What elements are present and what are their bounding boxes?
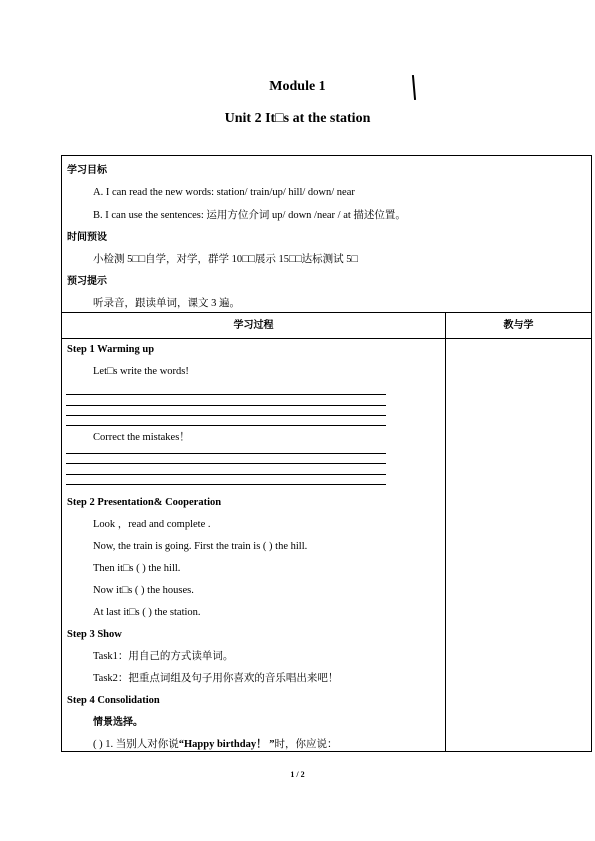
step2-line: At last it□s ( ) the station. (93, 607, 201, 618)
question-1-quote: “Happy birthday！ ” (178, 739, 275, 750)
process-column-header: 学习过程 (233, 320, 274, 331)
preview-text: 听录音，跟读单词，课文 3 遍。 (93, 298, 240, 309)
lesson-table (61, 155, 592, 752)
module-title: Module 1 (269, 79, 326, 94)
question-1-suffix: 时，你应说： (274, 739, 338, 750)
objective-a: A. I can read the new words: station/ train/up/ hill/ down/ near (93, 187, 355, 198)
step3-task1: Task1：用自己的方式读单词。 (93, 651, 234, 662)
objectives-heading: 学习目标 (67, 165, 107, 176)
time-heading: 时间预设 (67, 232, 107, 243)
question-1-prefix: ( ) 1. 当别人对你说 (93, 739, 179, 750)
question-1 (93, 738, 337, 752)
row-divider (62, 338, 591, 339)
step2-line: Then it□s ( ) the hill. (93, 563, 181, 574)
step4-subheading: 情景选择。 (93, 717, 143, 728)
step3-heading: Step 3 Show (67, 629, 122, 640)
writing-line (66, 425, 386, 426)
step2-line: Now it□s ( ) the houses. (93, 585, 194, 596)
writing-line (66, 405, 386, 406)
step2-line: Now, the train is going. First the train is ( ) the hill. (93, 541, 308, 552)
page-number: 1 / 2 (290, 770, 305, 779)
step4-heading: Step 4 Consolidation (67, 695, 160, 706)
step2-line: Look ，read and complete . (93, 519, 211, 530)
writing-line (66, 463, 386, 464)
writing-line (66, 484, 386, 485)
writing-line (66, 415, 386, 416)
objective-b: B. I can use the sentences: 运用方位介词 up/ down /near / at 描述位置。 (93, 210, 406, 221)
teach-column-header: 教与学 (503, 320, 534, 331)
writing-line (66, 474, 386, 475)
row-divider (62, 312, 591, 313)
step1-instruction: Let□s write the words! (93, 366, 189, 377)
unit-title: Unit 2 It□s at the station (224, 111, 371, 126)
step1-correct-instruction: Correct the mistakes！ (93, 432, 190, 443)
step1-heading: Step 1 Warming up (67, 344, 155, 355)
column-divider (445, 312, 446, 752)
preview-heading: 预习提示 (67, 276, 107, 287)
step3-task2: Task2：把重点词组及句子用你喜欢的音乐唱出来吧！ (93, 673, 339, 684)
writing-line (66, 453, 386, 454)
writing-line (66, 394, 386, 395)
time-text: 小检测 5□□自学，对学，群学 10□□展示 15□□达标测试 5□ (93, 254, 358, 265)
step2-heading: Step 2 Presentation& Cooperation (67, 497, 222, 508)
